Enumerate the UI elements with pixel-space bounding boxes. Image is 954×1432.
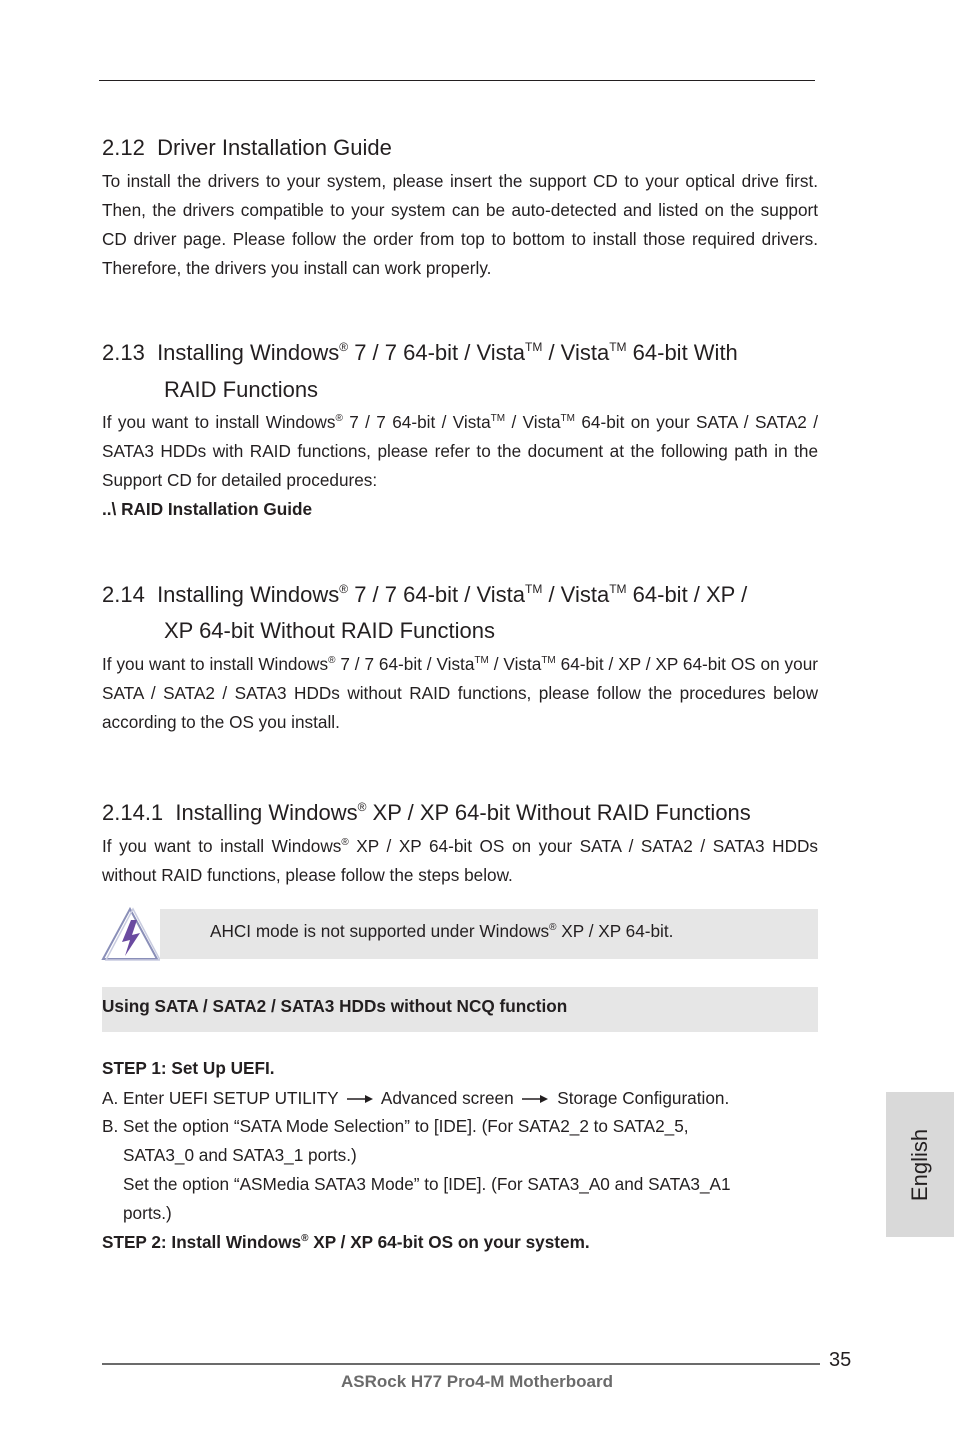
heading-2-14: 2.14 Installing Windows® 7 / 7 64-bit / Vista™ / Vista™ 64-bit / XP / (102, 582, 748, 607)
heading-2-12: 2.12 Driver Installation Guide (102, 135, 392, 160)
heading-2-13-line2: RAID Functions (164, 377, 319, 402)
heading-2-13: 2.13 Installing Windows® 7 / 7 64-bit / Vista™ / Vista™ 64-bit With (102, 340, 738, 365)
heading-2-14-1: 2.14.1 Installing Windows® XP / XP 64-bit Without RAID Functions (102, 800, 751, 825)
bottom-rule (102, 1363, 820, 1365)
paragraph-2-14: If you want to install Windows® 7 / 7 64-bit / Vista™ / Vista™ 64-bit / XP / XP 64-bit OS on your SATA / SATA2 / SATA3 HDDs without RAID functions, please follow the procedures below according to the OS you install. (102, 654, 818, 732)
step-b-line1: B. Set the option “SATA Mode Selection” to [IDE]. (For SATA2_2 to SATA2_5, (102, 1116, 689, 1136)
step-1-title: STEP 1: Set Up UEFI. (102, 1058, 275, 1078)
step-2-title: STEP 2: Install Windows® XP / XP 64-bit OS on your system. (102, 1232, 590, 1252)
warning-lightning-icon (100, 906, 160, 962)
ncq-heading: Using SATA / SATA2 / SATA3 HDDs without NCQ function (102, 996, 568, 1016)
arrow-right-icon (522, 1094, 548, 1104)
language-tab-label: English (907, 1128, 932, 1201)
footer-product-name: ASRock H77 Pro4-M Motherboard (340, 1372, 614, 1391)
step-b-line4: ports.) (123, 1203, 172, 1223)
heading-2-14-line2: XP 64-bit Without RAID Functions (164, 618, 495, 643)
note-text: AHCI mode is not supported under Windows® XP / XP 64-bit. (210, 921, 674, 941)
page-number: 35 (829, 1349, 852, 1371)
arrow-right-icon (347, 1094, 373, 1104)
paragraph-2-14-1: If you want to install Windows® XP / XP 64-bit OS on your SATA / SATA2 / SATA3 HDDs without RAID functions, please follow the steps below. (102, 836, 818, 885)
step-b-line3: Set the option “ASMedia SATA3 Mode” to [IDE]. (For SATA3_A0 and SATA3_A1 (123, 1174, 731, 1194)
step-a: A. Enter UEFI SETUP UTILITY Advanced screen Storage Configuration. (102, 1088, 730, 1108)
paragraph-2-13: If you want to install Windows® 7 / 7 64-bit / Vista™ / Vista™ 64-bit on your SATA / SATA2 / SATA3 HDDs with RAID functions, please refer to the document at the following path in the Support CD for detailed procedures: (102, 412, 819, 490)
step-b-line2: SATA3_0 and SATA3_1 ports.) (123, 1145, 357, 1165)
raid-guide-path: ..\ RAID Installation Guide (102, 499, 313, 519)
top-rule (99, 80, 815, 81)
paragraph-2-12: To install the drivers to your system, please insert the support CD to your optical drive first. Then, the drivers compatible to your system can be auto-detected and listed on the support CD driver page. Please follow the order from top to bottom to install those required drivers. Therefore, the drivers you install can work properly. (102, 171, 818, 278)
